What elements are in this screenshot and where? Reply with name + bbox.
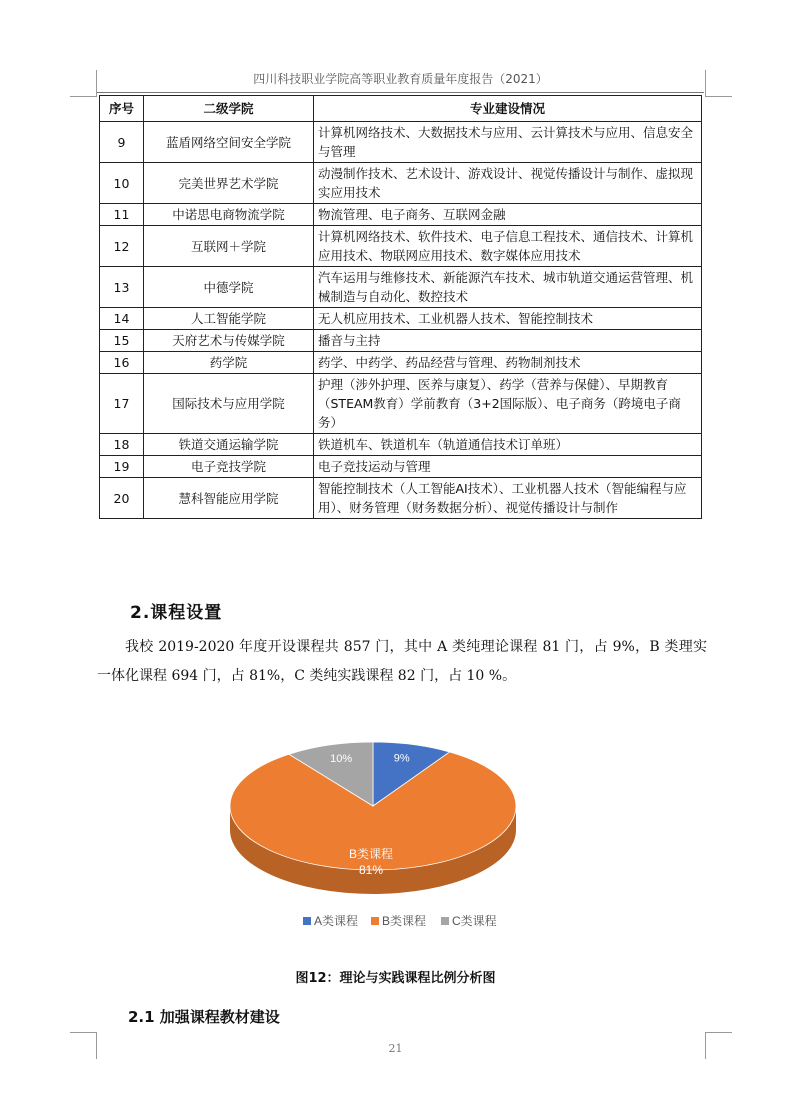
legend-swatch-3 — [441, 917, 449, 925]
college-name-cell: 中德学院 — [144, 267, 314, 308]
row-number-cell: 14 — [100, 308, 144, 330]
legend-swatch-2 — [371, 917, 379, 925]
legend-label-1: A类课程 — [314, 914, 359, 928]
section-heading: 2.课程设置 — [130, 603, 223, 623]
figure-caption: 图12：理论与实践课程比例分析图 — [295, 971, 496, 986]
table-row — [100, 352, 702, 374]
running-header: 四川科技职业学院高等职业教育质量年度报告（2021） — [97, 70, 704, 93]
college-name-cell: 药学院 — [144, 352, 314, 374]
table-row — [100, 204, 702, 226]
column-header-college: 二级学院 — [144, 96, 314, 122]
table-row — [100, 267, 702, 308]
table-row — [100, 163, 702, 204]
majors-list-cell: 播音与主持 — [314, 330, 702, 352]
table-row — [100, 122, 702, 163]
legend-swatch-1 — [303, 917, 311, 925]
pie-label-value-1: 9% — [393, 752, 410, 765]
row-number-cell: 16 — [100, 352, 144, 374]
college-name-cell: 完美世界艺术学院 — [144, 163, 314, 204]
crop-mark-top-right — [705, 70, 732, 97]
column-header-number: 序号 — [100, 96, 144, 122]
majors-list-cell: 铁道机车、铁道机车（轨道通信技术订单班） — [314, 434, 702, 456]
pie-label-value-2: 81% — [358, 863, 384, 877]
college-name-cell: 蓝盾网络空间安全学院 — [144, 122, 314, 163]
subsection-heading: 2.1 加强课程教材建设 — [128, 1008, 280, 1026]
legend-label-3: C类课程 — [452, 914, 497, 928]
table-row — [100, 478, 702, 519]
college-name-cell: 人工智能学院 — [144, 308, 314, 330]
majors-list-cell: 无人机应用技术、工业机器人技术、智能控制技术 — [314, 308, 702, 330]
majors-list-cell: 动漫制作技术、艺术设计、游戏设计、视觉传播设计与制作、虚拟现实应用技术 — [314, 163, 702, 204]
row-number-cell: 20 — [100, 478, 144, 519]
college-name-cell: 铁道交通运输学院 — [144, 434, 314, 456]
row-number-cell: 18 — [100, 434, 144, 456]
course-ratio-pie-chart — [200, 722, 590, 942]
pie-label-category: B类课程 — [348, 847, 394, 861]
row-number-cell: 9 — [100, 122, 144, 163]
row-number-cell: 19 — [100, 456, 144, 478]
table-row — [100, 456, 702, 478]
row-number-cell: 13 — [100, 267, 144, 308]
table-row — [100, 308, 702, 330]
college-name-cell: 慧科智能应用学院 — [144, 478, 314, 519]
majors-list-cell: 智能控制技术（人工智能AI技术）、工业机器人技术（智能编程与应用）、财务管理（财务数据分析）、视觉传播设计与制作 — [314, 478, 702, 519]
page-number: 21 — [388, 1042, 403, 1055]
row-number-cell: 10 — [100, 163, 144, 204]
course-summary-paragraph: 我校 2019-2020 年度开设课程共 857 门，其中 A 类纯理论课程 81 门，占 9%，B 类理实一体化课程 694 门，占 81%，C 类纯实践课程 82 门，占 10 %。 — [97, 639, 707, 684]
majors-list-cell: 药学、中药学、药品经营与管理、药物制剂技术 — [314, 352, 702, 374]
majors-table — [99, 95, 702, 519]
college-name-cell: 中诺思电商物流学院 — [144, 204, 314, 226]
majors-list-cell: 计算机网络技术、软件技术、电子信息工程技术、通信技术、计算机应用技术、物联网应用技术、数字媒体应用技术 — [314, 226, 702, 267]
table-row — [100, 226, 702, 267]
majors-list-cell: 计算机网络技术、大数据技术与应用、云计算技术与应用、信息安全与管理 — [314, 122, 702, 163]
majors-list-cell: 物流管理、电子商务、互联网金融 — [314, 204, 702, 226]
table-body — [100, 122, 702, 519]
college-name-cell: 天府艺术与传媒学院 — [144, 330, 314, 352]
table-row — [100, 434, 702, 456]
row-number-cell: 17 — [100, 374, 144, 434]
table-row — [100, 330, 702, 352]
table-header-row — [100, 96, 702, 122]
pie-label-value-3: 10% — [330, 753, 353, 766]
column-header-majors: 专业建设情况 — [314, 96, 702, 122]
legend-label-2: B类课程 — [382, 914, 427, 928]
college-name-cell: 互联网＋学院 — [144, 226, 314, 267]
majors-list-cell: 护理（涉外护理、医养与康复）、药学（营养与保健）、早期教育（STEAM教育）学前教育（3+2国际版）、电子商务（跨境电子商务） — [314, 374, 702, 434]
majors-list-cell: 电子竞技运动与管理 — [314, 456, 702, 478]
pie-chart-svg — [200, 722, 590, 942]
table-row — [100, 374, 702, 434]
college-name-cell: 电子竞技学院 — [144, 456, 314, 478]
row-number-cell: 15 — [100, 330, 144, 352]
majors-list-cell: 汽车运用与维修技术、新能源汽车技术、城市轨道交通运营管理、机械制造与自动化、数控技术 — [314, 267, 702, 308]
row-number-cell: 12 — [100, 226, 144, 267]
row-number-cell: 11 — [100, 204, 144, 226]
college-name-cell: 国际技术与应用学院 — [144, 374, 314, 434]
crop-mark-top-left — [70, 70, 97, 97]
